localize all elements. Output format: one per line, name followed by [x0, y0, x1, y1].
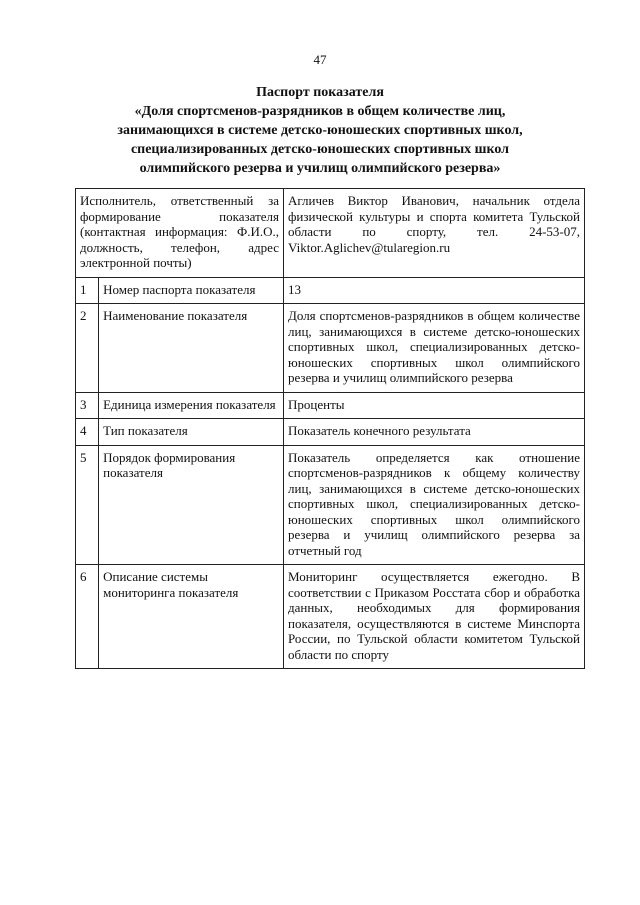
row-label: Описание системы мониторинга показателя — [99, 565, 284, 669]
row-number: 5 — [76, 445, 99, 565]
row-value: Мониторинг осуществляется ежегодно. В соответствии с Приказом Росстата сбор и обработка данных, необходимых для формирования показателя, осуществляются в системе Минспорта России, по Тульской области комитетом Тульской области по спорту — [284, 565, 585, 669]
title-line-4: специализированных детско-юношеских спортивных школ — [130, 142, 510, 157]
executor-value: Агличев Виктор Иванович, начальник отдела физической культуры и спорта комитета Тульской области по спорту, тел. 24-53-07, Viktor.Aglichev@tularegion.ru — [284, 189, 585, 278]
row-label: Единица измерения показателя — [99, 392, 284, 419]
row-value: Проценты — [284, 392, 585, 419]
document-title — [60, 83, 580, 178]
table-row — [76, 565, 585, 669]
indicator-passport-table — [75, 188, 585, 669]
title-line-2: «Доля спортсменов-разрядников в общем количестве лиц, — [134, 104, 506, 119]
table-row — [76, 445, 585, 565]
table-row-executor — [76, 189, 585, 278]
row-value: 13 — [284, 277, 585, 304]
table-row — [76, 277, 585, 304]
row-label: Тип показателя — [99, 419, 284, 446]
page-number: 47 — [313, 52, 327, 67]
row-value: Показатель определяется как отношение спортсменов-разрядников к общему количеству лиц, занимающихся в системе детско-юношеских спортивных школ, специализированных детско-юношеских спортивных школ олимпийского резерва и училищ олимпийского резерва за отчетный год — [284, 445, 585, 565]
row-number: 2 — [76, 304, 99, 393]
title-line-3: занимающихся в системе детско-юношеских спортивных школ, — [117, 123, 523, 138]
row-label: Наименование показателя — [99, 304, 284, 393]
row-label: Номер паспорта показателя — [99, 277, 284, 304]
row-number: 4 — [76, 419, 99, 446]
table-row — [76, 419, 585, 446]
table-row — [76, 304, 585, 393]
title-line-5: олимпийского резерва и училищ олимпийского резерва» — [139, 161, 501, 176]
row-number: 3 — [76, 392, 99, 419]
row-label: Порядок формирования показателя — [99, 445, 284, 565]
title-line-1: Паспорт показателя — [256, 85, 384, 100]
row-number: 6 — [76, 565, 99, 669]
executor-label: Исполнитель, ответственный за формирование показателя (контактная информация: Ф.И.О., должность, телефон, адрес электронной почты) — [76, 189, 284, 278]
row-value: Показатель конечного результата — [284, 419, 585, 446]
row-value: Доля спортсменов-разрядников в общем количестве лиц, занимающихся в системе детско-юношеских спортивных школ, специализированных детско-юношеских спортивных школ олимпийского резерва и училищ олимпийского резерва — [284, 304, 585, 393]
row-number: 1 — [76, 277, 99, 304]
table-row — [76, 392, 585, 419]
